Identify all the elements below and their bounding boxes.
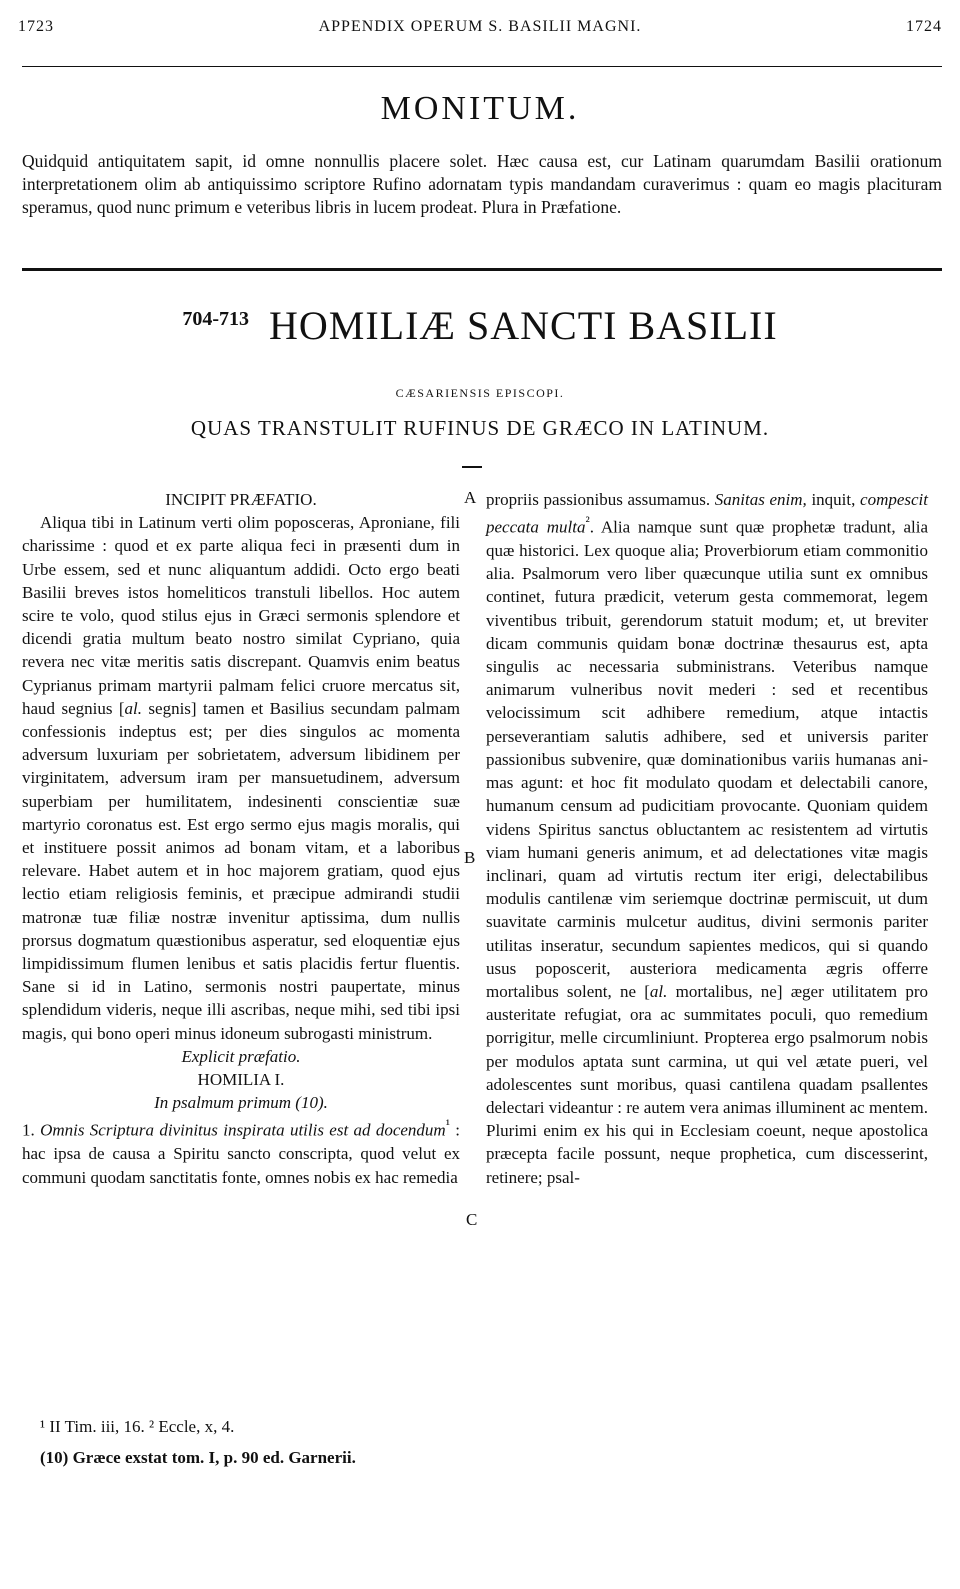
preface-paragraph (22, 511, 460, 1045)
explicit-line: Explicit præfatio. (181, 1046, 301, 1066)
page-number-right: 1724 (906, 18, 942, 35)
monitum-title: MONITUM. (380, 90, 580, 127)
homily-paragraph-1 (22, 1114, 460, 1188)
margin-marker-a: A (464, 488, 477, 507)
homily-heading: HOMILIA I. (197, 1070, 285, 1090)
right-paragraph (486, 488, 928, 1189)
monitum-body: Quidquid antiquitatem sapit, id omne nonnullis placere solet. Hæc causa est, cur Latinam quarumdam Basilii orationum interpretationem olim ab antiquissimo scriptore Rufino adornatam typis mandandam curaverimus : quam eo magis placituram speramus, quod nunc primum e veteribus libris in lucem prodeat. Plura in Præfatione. (22, 151, 942, 217)
header-rule (22, 66, 942, 67)
page-number-left: 1723 (18, 18, 54, 35)
footnotes (40, 1411, 356, 1473)
preface-heading: INCIPIT PRÆFATIO. (165, 490, 317, 509)
page-reference: 704-713 (182, 308, 250, 330)
title-block (0, 302, 960, 349)
short-divider (462, 466, 482, 468)
margin-marker-c: C (466, 1210, 478, 1229)
section-rule (22, 268, 942, 271)
right-column (486, 488, 928, 1189)
right-quote-2: compescit peccata multa (486, 490, 929, 537)
footnote-line-1: ¹ II Tim. iii, 16. ² Eccle, x, 4. (40, 1417, 235, 1436)
paragraph-number: 1. (22, 1121, 35, 1141)
scripture-quote: Omnis Scriptura divinitus inspirata utilis est ad docendum (40, 1121, 446, 1141)
left-column (22, 488, 460, 1189)
footnote-ref-2: ² (585, 514, 590, 531)
right-quote-1: Sanitas enim, (714, 490, 807, 509)
footnote-ref-1: ¹ (445, 1117, 450, 1134)
right-text-3: . Alia namque sunt quæ prophetæ tradunt, alia quæ historici. Lex quoque alia; Proverbiorum etiam commonitio alia. Psalmorum vero liber quæcunque utilia sunt ex omnibus continet, futura prædicit, veterum gesta commemorat, legem viventibus tribuit, gerendorum statuit modum; et, ut breviter dicam communis quidam bonæ doctrinæ thesaurus est, apta singulis ac necessaria subministrans. Veteribus namque animarum vulneribus novit mederi : sed et recentibus velocissimum scit adhibere remedium, atque intactis perseverantiam salutis adhibere, sed et universis pariter passionibus subvenire, quæ dominationibus variis humanas animas agunt: et hoc fit modulato quodam et delectabili canore, humanum censum ad pudicitiam provocante. Quoniam quidem videns Spiritus sanctus obluctantem ac resistentem ad virtutis viam humani generis animum, et ad delectationes vitæ magis inclinari, quam ad virtutis rectum iter erigi, delectabilibus modulis cantilenæ vim seriemque doctrinæ permiscuit, ut dum suavitate carminis mulcetur auditus, divini sermonis pariter utilitas inseratur, secundum sapientes medicos, qui si quando usus poposcerit, austeriora medicamenta ægris offerre mortalibus solent, ne [ (486, 517, 928, 1001)
running-header: APPENDIX OPERUM S. BASILII MAGNI. (318, 18, 642, 35)
right-text-1: propriis passionibus assumamus. (486, 490, 715, 509)
preface-text-cont: segnis] tamen et Basilius secundam palmam confessionis indeptus est; per dies singulos ac momenta adversum luxuriam per sobrietatem, adversum libidinem per virginitatem, adversum iram per mansuetudinem, adversum superbiam per humilitatem, indesinenti conscientiæ suæ martyrio coronatus est. Est ergo sermo ejus magis moralis, qui et instituere possit animos ad bonam vitam, et a laboribus relevare. Habet autem et in hoc majorem gratiam, quod ejus lectio etiam religiosis feminis, et præcipue admirandi studii matronæ tuæ filiæ nostræ invenitur aptissima, dum nullis prorsus dogmatum quæstionibus asperatur, sed eloquentiæ ejus limpidissimum flumen lenibus et satis placidis fertur fluentis. Sane si id in Latino, sermonis nostri paupertate, minus splendidum videris, neque illi ascribas, neque mihi, sed tibi ipsi magis, qui bono operi minus idoneum subrogasti ministrum. (22, 698, 460, 1043)
footnote-line-2: (10) Græce exstat tom. I, p. 90 ed. Garnerii. (40, 1448, 356, 1467)
homily-subheading: In psalmum primum (10). (154, 1093, 328, 1113)
alt-reading-mark: al. (124, 698, 143, 718)
preface-text: Aliqua tibi in Latinum verti olim poposceras, Apronianе, fili charissime : quod et ex parte aliqua feci in præsenti dum in Urbe essem, sed et nunc aliquantum addidi. Octo ergo beati Basilii breves istos homeliticos transtuli libellos. Hoc autem scire te volo, quod stilus ejus in Græci sermonis splendore et dicendi gratia multum beato nostro similat Cypriano, quia revera nec vitæ meritis satis discrepant. Quamvis enim beatus Cyprianus primam martyrii palmam felici cruore mercatus sit, haud segnius [ (22, 513, 460, 718)
right-text-2: inquit, (806, 490, 861, 509)
subtitle-large: QUAS TRANSTULIT RUFINUS DE GRÆCO IN LATINUM. (190, 416, 770, 440)
main-title: HOMILIÆ SANCTI BASILII (269, 303, 778, 348)
subtitle-small: CÆSARIENSIS EPISCOPI. (395, 386, 565, 400)
margin-marker-b: B (464, 848, 476, 867)
right-text-4: mortalibus, ne] æger utilitatem pro austeritate refugiat, ora ac summitates poculi, quo remedium porrigitur, melle circumliniunt. Propterea ergo psalmorum nobis per modulos aptata sunt carmina, ut qui vel ætate pueri, vel adolescentes sunt moribus, quasi cantilena quadam psallentes delectari videantur : re autem vera animas illuminent ac mentem. Plurimi enim ex his qui in Ecclesiam coeunt, neque apostolica præcepta facile possunt, neque prophetica, cum discesserint, retinere; psal- (486, 981, 929, 1187)
homily-text: : hac ipsa de causa a Spiritu sancto conscripta, quod velut ex communi quodam sanctitatis fonte, omnes nobis ex hac remedia (22, 1121, 460, 1187)
alt-reading-mark-right: al. (649, 981, 668, 1001)
